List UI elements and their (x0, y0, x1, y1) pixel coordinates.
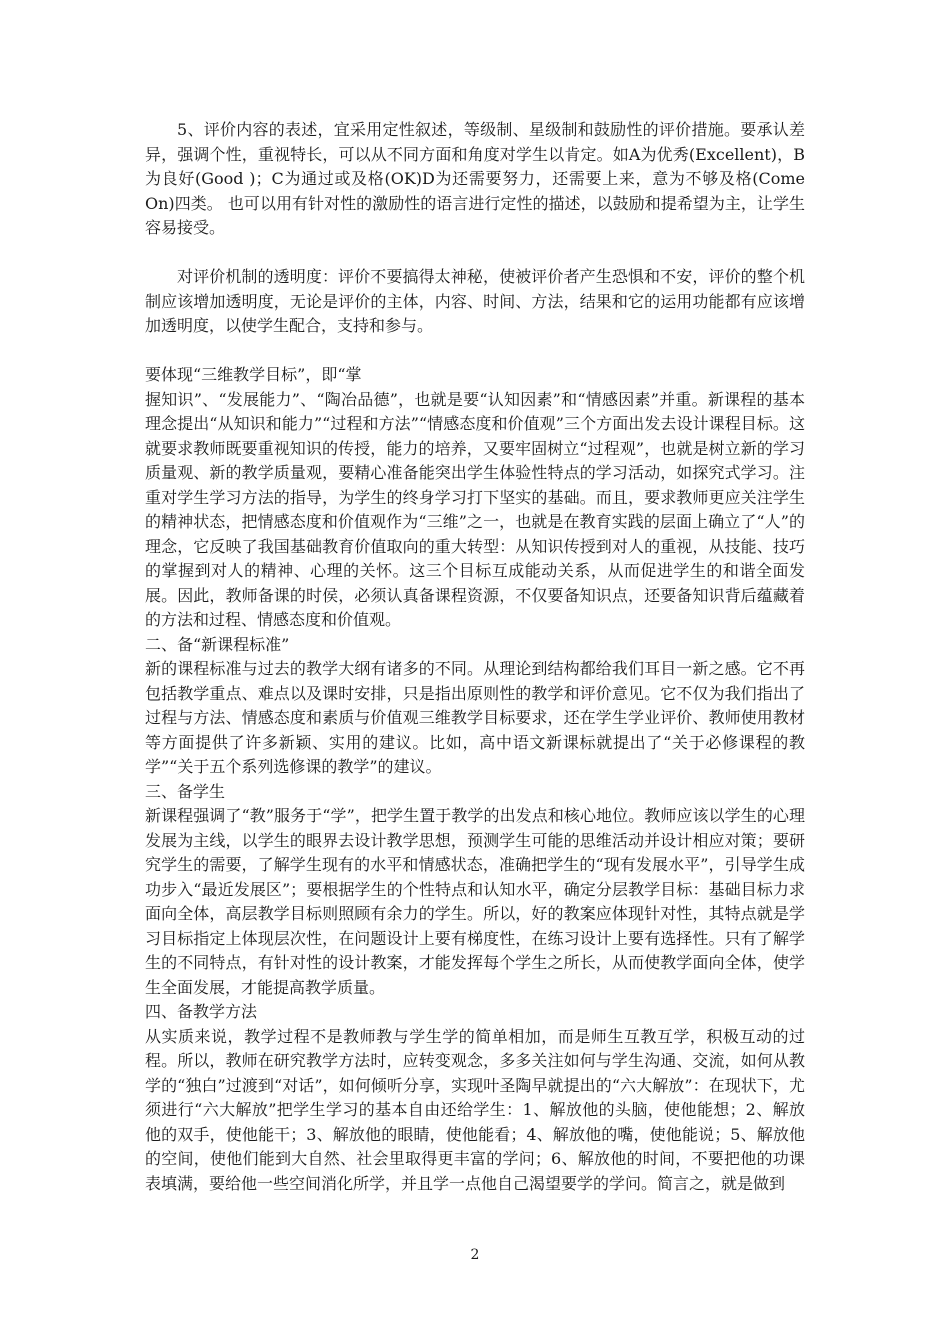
paragraph-evaluation-content: 5、评价内容的表述，宜采用定性叙述，等级制、星级制和鼓励性的评价措施。要承认差异，强调个性，重视特长，可以从不同方面和角度对学生以肯定。如A为优秀(Excellent)，B 为良好(Good )；C为通过或及格(OK)D为还需要努力，还需要上来，意为不够及格(Come On)四类。 也可以用有针对性的激励性的语言进行定性的描述，以鼓励和提希望为主，让学生容易接受。 (145, 120, 805, 237)
paragraph-teaching-methods: 从实质来说，教学过程不是教师教与学生学的简单相加，而是师生互教互学，积极互动的过程。所以，教师在研究教学方法时，应转变观念，多多关注如何与学生沟通、交流，如何从教学的“独白”过渡到“对话”，如何倾听分享，实现叶圣陶早就提出的“六大解放”：在现状下，尤须进行“六大解放”把学生学习的基本自由还给学生：1、解放他的头脑，使他能想；2、解放他的双手，使他能干；3、解放他的眼睛，使他能看；4、解放他的嘴，使他能说；5、解放他的空间，使他们能到大自然、社会里取得更丰富的学问；6、解放他的时间，不要把他的功课表填满，要给他一些空间消化所学，并且学一点他自己渴望要学的学问。简言之，就是做到 (145, 1026, 805, 1193)
paragraph-students: 新课程强调了“教”服务于“学”，把学生置于教学的出发点和核心地位。教师应该以学生的心理发展为主线，以学生的眼界去设计教学思想，预测学生可能的思维活动并设计相应对策；要研究学生的需要，了解学生现有的水平和情感状态，准确把学生的“现有发展水平”，引导学生成功步入“最近发展区”；要根据学生的个性特点和认知水平，确定分层教学目标：基础目标力求面向全体，高层教学目标则照顾有余力的学生。所以，好的教案应体现针对性，其特点就是学习目标指定上体现层次性，在问题设计上要有梯度性，在练习设计上要有选择性。只有了解学生的不同特点，有针对性的设计教案，才能发挥每个学生之所长，从而使教学面向全体，使学生全面发展，才能提高教学质量。 (145, 806, 805, 997)
paragraph-spacer (145, 241, 805, 266)
paragraph-spacer (145, 339, 805, 364)
section-heading-students: 三、备学生 (145, 781, 226, 801)
page-number: 2 (470, 1247, 480, 1263)
paragraph-three-dimension-goals: 握知识”、“发展能力”、“陶冶品德”，也就是要“认知因素”和“情感因素”并重。新课程的基本理念提出“从知识和能力”“过程和方法”“情感态度和价值观”三个方面出发去设计课程目标。这就要求教师既要重视知识的传授，能力的培养，又要牢固树立“过程观”，也就是树立新的学习质量观、新的教学质量观，要精心准备能突出学生体验性特点的学习活动，如探究式学习。注重对学生学习方法的指导，为学生的终身学习打下坚实的基础。而且，要求教师更应关注学生的精神状态，把情感态度和价值观作为“三维”之一，也就是在教育实践的层面上确立了“人”的理念，它反映了我国基础教育价值取向的重大转型：从知识传授到对人的重视，从技能、技巧的掌握到对人的精神、心理的关怀。这三个目标互成能动关系，从而促进学生的和谐全面发展。因此，教师备课的时侯，必须认真备课程资源，不仅要备知识点，还要备知识背后蕴藏着的方法和过程、情感态度和价值观。 (145, 389, 805, 629)
section-heading-teaching-methods: 四、备教学方法 (145, 1002, 258, 1021)
document-body (145, 118, 805, 1196)
paragraph-evaluation-transparency: 对评价机制的透明度：评价不要搞得太神秘，使被评价者产生恐惧和不安，评价的整个机制应该增加透明度，无论是评价的主体，内容、时间、方法，结果和它的运用功能都有应该增加透明度，以使学生配合，支持和参与。 (145, 267, 805, 335)
paragraph-three-dimension-lead: 要体现“三维教学目标”，即“掌 (145, 365, 362, 384)
section-heading-curriculum-standard: 二、备“新课程标准” (145, 634, 290, 654)
paragraph-curriculum-standard: 新的课程标准与过去的教学大纲有诸多的不同。从理论到结构都给我们耳目一新之感。它不再包括教学重点、难点以及课时安排，只是指出原则性的教学和评价意见。它不仅为我们指出了过程与方法、情感态度和素质与价值观三维教学目标要求，还在学生学业评价、教师使用教材等方面提供了许多新颖、实用的建议。比如，高中语文新课标就提出了“关于必修课程的教学”“关于五个系列选修课的教学”的建议。 (145, 659, 805, 776)
